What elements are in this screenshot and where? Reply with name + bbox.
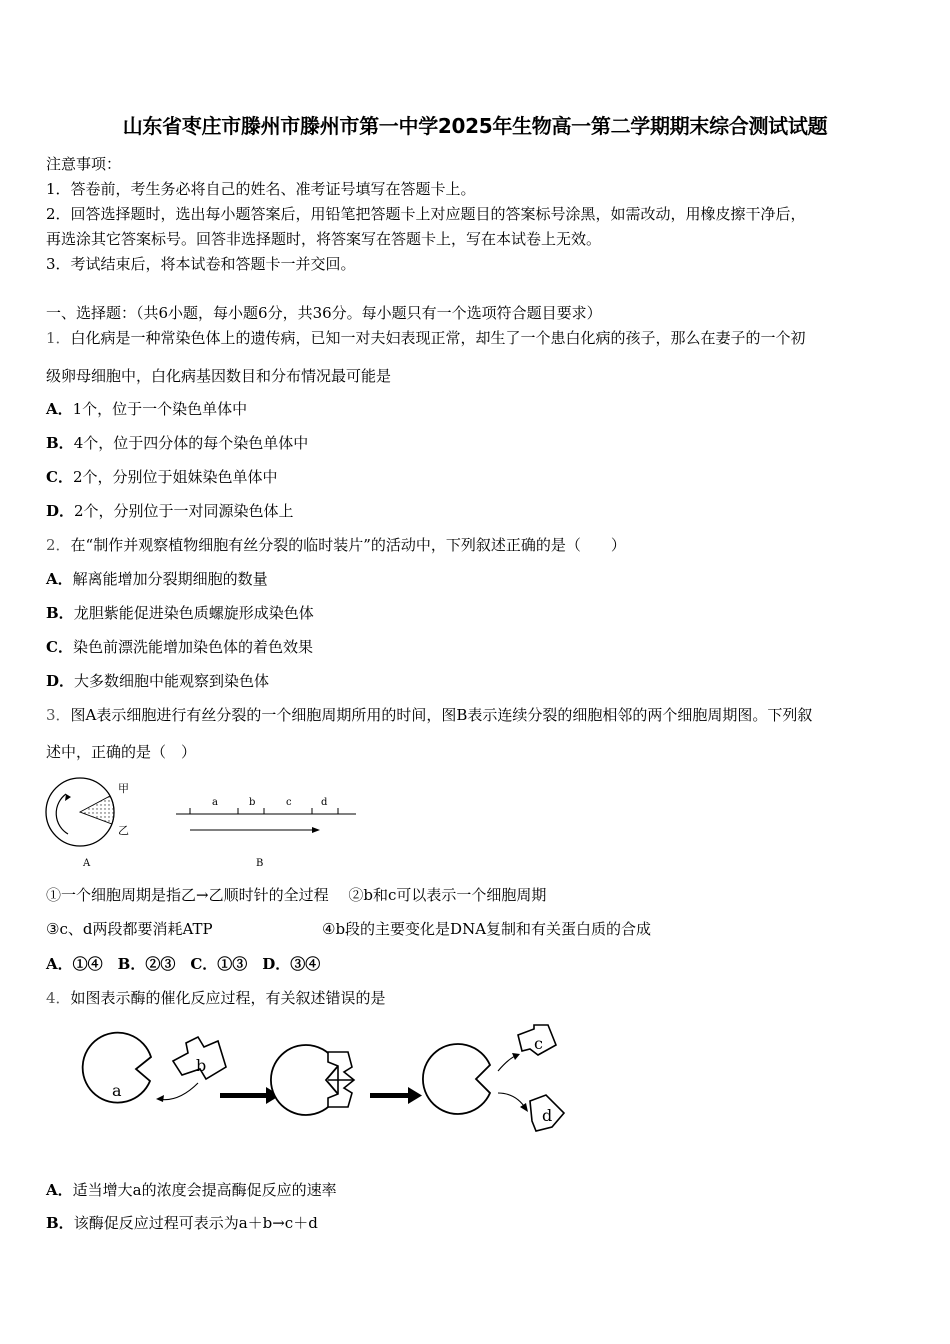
notice-item: 3．考试结束后，将本试卷和答题卡一并交回。 [46, 255, 356, 273]
option-a: A．适当增大a的浓度会提高酶促反应的速率 [46, 1181, 337, 1199]
notice-item: 2．回答选择题时，选出每小题答案后，用铅笔把答题卡上对应题目的答案标号涂黑，如需改动，用橡皮擦干净后， [46, 205, 806, 223]
option-c: C．染色前漂洗能增加染色体的着色效果 [46, 638, 313, 656]
question-3-options: A．①④ B．②③ C．①③ D．③④ [46, 955, 321, 973]
figure-b-line [176, 808, 356, 833]
figure-a-circle [46, 778, 114, 846]
option-a: A．解离能增加分裂期细胞的数量 [46, 570, 268, 588]
option-d: D．2个，分别位于一对同源染色体上 [46, 502, 294, 520]
question-1-stem-cont: 级卵母细胞中，白化病基因数目和分布情况最可能是 [46, 367, 392, 385]
segment-d: d [321, 797, 328, 808]
question-number: 3． [46, 706, 71, 724]
label-a: a [112, 1081, 122, 1100]
label-c: c [534, 1034, 543, 1053]
statement-4: ④b段的主要变化是DNA复制和有关蛋白质的合成 [322, 920, 652, 938]
notice-heading: 注意事项： [46, 155, 122, 173]
question-number: 2． [46, 536, 71, 554]
segment-b: b [249, 797, 256, 808]
question-number: 4． [46, 989, 71, 1007]
option-b: B．龙胆紫能促进染色质螺旋形成染色体 [46, 604, 314, 622]
question-1-stem: 1．白化病是一种常染色体上的遗传病，已知一对夫妇表现正常，却生了一个患白化病的孩子，那么在妻子的一个初 [46, 329, 806, 347]
label-jia: 甲 [118, 782, 129, 795]
segment-c: c [286, 797, 292, 808]
label-figure-a: A [83, 858, 91, 869]
question-3-stem: 3．图A表示细胞进行有丝分裂的一个细胞周期所用的时间，图B表示连续分裂的细胞相邻的两个细胞周期图。下列叙 [46, 706, 813, 724]
enzyme-reaction-figure [78, 1017, 578, 1152]
option-b: B．该酶促反应过程可表示为a＋b→c＋d [46, 1214, 318, 1232]
option-d: D．大多数细胞中能观察到染色体 [46, 672, 270, 690]
notice-item: 1．答卷前，考生务必将自己的姓名、准考证号填写在答题卡上。 [46, 180, 476, 198]
enzyme-free [423, 1044, 490, 1114]
question-number: 1． [46, 329, 71, 347]
option-b: B．4个，位于四分体的每个染色单体中 [46, 434, 309, 452]
question-3-stem-cont: 述中，正确的是（ ） [46, 743, 197, 761]
label-figure-b: B [256, 858, 264, 869]
option-c: C．2个，分别位于姐妹染色单体中 [46, 468, 278, 486]
label-b: b [196, 1056, 207, 1075]
section-heading: 一、选择题：（共6小题，每小题6分，共36分。每小题只有一个选项符合题目要求） [46, 304, 602, 322]
segment-a: a [212, 797, 218, 808]
notice-item: 再选涂其它答案标号。回答非选择题时，将答案写在答题卡上，写在本试卷上无效。 [46, 230, 602, 248]
question-2-stem: 2．在“制作并观察植物细胞有丝分裂的临时装片”的活动中，下列叙述正确的是（ ） [46, 536, 626, 554]
statement-3: ③c、d两段都要消耗ATP [46, 920, 213, 938]
cell-cycle-figure [40, 772, 370, 872]
page-title: 山东省枣庄市滕州市滕州市第一中学2025年生物高一第二学期期末综合测试试题 [122, 114, 828, 138]
option-a: A．1个，位于一个染色单体中 [46, 400, 248, 418]
statement-1-2: ①一个细胞周期是指乙→乙顺时针的全过程 ②b和c可以表示一个细胞周期 [46, 886, 547, 904]
label-d: d [542, 1106, 553, 1125]
question-4-stem: 4．如图表示酶的催化反应过程，有关叙述错误的是 [46, 989, 386, 1007]
label-yi: 乙 [118, 824, 129, 837]
